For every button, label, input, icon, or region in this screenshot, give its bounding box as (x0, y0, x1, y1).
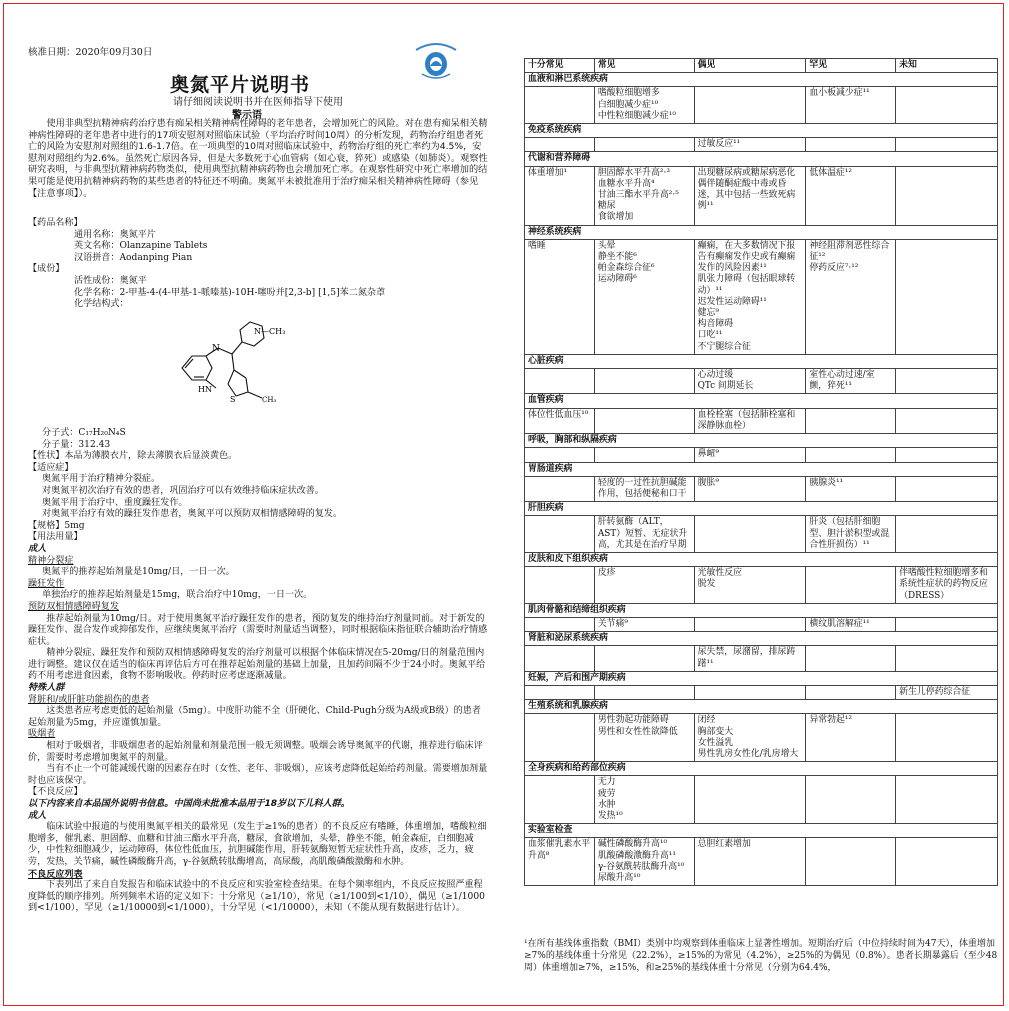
indication-item: 对奥氮平初次治疗有效的患者，巩固治疗可以有效维持临床症状改善。 (42, 485, 324, 496)
table-section-row (525, 502, 998, 516)
table-row (525, 567, 998, 604)
table-section-row (525, 124, 998, 138)
header-cell: 十分常见 (525, 59, 595, 73)
table-cell (525, 646, 595, 671)
table-cell: 过敏反应¹¹ (694, 138, 806, 152)
table-row (525, 685, 998, 699)
table-row (525, 617, 998, 631)
table-cell: 闭经 胸部变大 女性溢乳 男性乳房女性化/乳房增大 (694, 714, 806, 762)
table-cell (896, 516, 998, 553)
table-cell (806, 685, 896, 699)
table-cell (806, 448, 896, 462)
struct-n: N (212, 344, 220, 354)
indication-item: 奥氮平用于治疗精神分裂症。 (42, 474, 161, 485)
section-title: 妊娠，产后和围产期疾病 (525, 671, 998, 685)
table-cell: 轻度的一过性抗胆碱能作用，包括便秘和口干 (594, 476, 694, 501)
table-cell (896, 776, 998, 824)
table-section-row (525, 632, 998, 646)
paragraph: 当有不止一个可能减缓代谢的因素存在时（女性、老年、非吸烟），应该考虑降低起始给药剂量。需要增加剂量时也应该保守。 (28, 764, 488, 786)
table-cell: 血小板减少症¹¹ (806, 87, 896, 124)
paragraph: 相对于吸烟者，非吸烟患者的起始剂量和剂量范围一般无须调整。吸烟会诱导奥氮平的代谢，推荐进行临床评价，需要时考虑增加奥氮平的剂量。 (28, 741, 483, 763)
table-row (525, 138, 998, 152)
table-cell (896, 408, 998, 433)
table-section-row (525, 394, 998, 408)
chemical-name: 化学名称：2-甲基-4-(4-甲基-1-哌嗪基)-10H-噻吩并[2,3-b] [1,5]苯二氮杂䓬 (74, 287, 386, 298)
table-section-row (525, 225, 998, 239)
table-cell: 无力 疲劳 水肿 发热¹⁰ (594, 776, 694, 824)
subhead: 成人 (28, 543, 47, 554)
subhead: 吸烟者 (28, 729, 56, 740)
table-cell (594, 448, 694, 462)
subhead: 精神分裂症 (28, 555, 74, 566)
struct-ch3: CH₃ (262, 396, 277, 404)
properties: 【性状】本品为薄膜衣片，除去薄膜衣后显淡黄色。 (28, 451, 238, 462)
section-head: 【药品名称】 (28, 218, 83, 228)
subhead: 预防双相情感障碍复发 (28, 601, 119, 612)
table-header-row (525, 59, 998, 73)
table-cell: 伴嗜酸性粒细胞增多和系统性症状的药物反应（DRESS） (896, 567, 998, 604)
table-cell (896, 239, 998, 354)
header-cell: 罕见 (806, 59, 896, 73)
section-title: 全身疾病和给药部位疾病 (525, 762, 998, 776)
table-cell: 室性心动过速/室颤，猝死¹¹ (806, 369, 896, 394)
table-cell: 头晕 静坐不能⁶ 帕金森综合征⁶ 运动障碍⁶ (594, 239, 694, 354)
paragraph: 临床试验中报道的与使用奥氮平相关的最常见（发生于≥1%的患者）的不良反应有嗜睡，体重增加，嗜酸粒细胞增多，催乳素、胆固醇、血糖和甘油三酯水平升高，糖尿，食欲增加，头晕，静坐不能，帕金森症，白细胞减少，中性粒细胞减少，运动障碍，体位性低血压，抗胆碱能作用，肝转氨酶短暂无症状性升高，皮疹，乏力，疲劳，发热，关节痛，碱性磷酸酶升高，γ-谷氨酰转肽酶增高，高尿酸，高肌酸磷酸激酶和水肿。 (28, 822, 487, 867)
section-title: 血液和淋巴系统疾病 (525, 73, 998, 87)
table-cell (525, 448, 595, 462)
section-title: 胃肠道疾病 (525, 462, 998, 476)
table-cell (525, 516, 595, 553)
table-row (525, 776, 998, 824)
table-cell (525, 369, 595, 394)
table-section-row (525, 354, 998, 368)
table-cell: 肝转氨酶（ALT，AST）短暂、无症状升高，尤其是在治疗早期 (594, 516, 694, 553)
table-section-row (525, 603, 998, 617)
table-cell (896, 838, 998, 886)
indication-item: 对奥氮平治疗有效的躁狂发作患者，奥氮平可以预防双相情感障碍的复发。 (42, 509, 343, 520)
table-cell (525, 567, 595, 604)
table-cell: 总胆红素增加 (694, 838, 806, 886)
paragraph: 推荐起始剂量为10mg/日。对于使用奥氮平治疗躁狂发作的患者，预防复发的维持治疗剂量同前。对于新发的躁狂发作、混合发作或抑郁发作，应继续奥氮平治疗（需要时剂量适当调整），同时根据临床指征联合辅助治疗情感症状。 (28, 613, 488, 647)
table-cell: 低体温症¹² (806, 166, 896, 225)
table-cell (806, 776, 896, 824)
section-head: 【适应症】 (28, 462, 74, 473)
footnote: ¹在所有基线体重指数（BMI）类别中均观察到体重临床上显著性增加。短期治疗后（中位持续时间为47天），体重增加≥7%的基线体重十分常见（22.2%），≥15%的为常见（4.2%），≥25%的为偶见（0.8%）。患者长期暴露后（至少48周）体重增加≥7%，≥15%，和≥25%的基线体重十分常见（分别为64.4%， (524, 939, 998, 973)
table-cell: 关节痛⁹ (594, 617, 694, 631)
section-head: 【成份】 (28, 264, 65, 275)
table-section-row (525, 700, 998, 714)
section-title: 肝胆疾病 (525, 502, 998, 516)
header-cell: 常见 (594, 59, 694, 73)
table-cell (694, 685, 806, 699)
table-cell (525, 138, 595, 152)
table-row (525, 87, 998, 124)
paragraph: 奥氮平的推荐起始剂量是10mg/日，一日一次。 (42, 567, 235, 578)
section-title: 心脏疾病 (525, 354, 998, 368)
header-cell: 未知 (896, 59, 998, 73)
specification: 【规格】5mg (28, 520, 85, 531)
table-section-row (525, 762, 998, 776)
section-title: 肌肉骨骼和结缔组织疾病 (525, 603, 998, 617)
table-cell: 嗜酸粒细胞增多 白细胞减少症¹⁰ 中性粒细胞减少症¹⁰ (594, 87, 694, 124)
paragraph: 这类患者应考虑更低的起始剂量（5mg）。中度肝功能不全（肝硬化、Child-Pugh分级为A级或B级）的患者起始剂量为5mg，并应谨慎加量。 (28, 706, 481, 728)
table-cell (525, 476, 595, 501)
table-cell: 碱性磷酸酶升高¹⁰ 肌酸磷酸激酶升高¹¹ γ-谷氨酰转肽酶升高¹⁰ 尿酸升高¹⁰ (594, 838, 694, 886)
table-cell (594, 685, 694, 699)
table-cell: 胰腺炎¹¹ (806, 476, 896, 501)
chemical-structure-diagram (170, 320, 290, 420)
table-cell (896, 166, 998, 225)
table-cell (525, 714, 595, 762)
table-cell: 新生儿停药综合征 (896, 685, 998, 699)
section-title: 肾脏和泌尿系统疾病 (525, 632, 998, 646)
table-cell (896, 617, 998, 631)
table-section-row (525, 552, 998, 566)
table-cell: 肝炎（包括肝细胞型、胆汁淤积型或混合性肝损伤）¹¹ (806, 516, 896, 553)
table-cell: 体重增加¹ (525, 166, 595, 225)
table-cell (525, 617, 595, 631)
formula-section (28, 428, 490, 915)
section-title: 实验室检查 (525, 824, 998, 838)
table-cell (594, 369, 694, 394)
table-cell (896, 369, 998, 394)
warning-title: 警示语 (232, 110, 262, 121)
structure-label: 化学结构式： (74, 299, 129, 310)
table-cell (806, 408, 896, 433)
section-title: 血管疾病 (525, 394, 998, 408)
table-cell (896, 476, 998, 501)
table-cell: 男性勃起功能障碍 男性和女性性欲降低 (594, 714, 694, 762)
paragraph: 下表列出了来自自发报告和临床试验中的不良反应和实验室检查结果。在每个频率组内，不良反应按照严重程度降低的顺序排列。所列频率术语的定义如下：十分常见（≥1/10），常见（≥1/100到<1/10），偶见（≥1/1000到<1/100），罕见（≥1/10000到<1/1000），十分罕见（<1/10000），未知（不能从现有数据进行估计）。 (28, 880, 485, 914)
paragraph: 精神分裂症、躁狂发作和预防双相情感障碍复发的治疗剂量可以根据个体临床情况在5-20mg/日的剂量范围内进行调整。建议仅在适当的临床再评估后方可在推荐起始剂量的基础上加量，且加药间隔不少于24小时。奥氮平给药不用考虑进食因素，食物不影响吸收。停药时应考虑逐渐减量。 (28, 648, 486, 682)
table-cell: 胆固醇水平升高²·³ 血糖水平升高⁴ 甘油三酯水平升高²·⁵ 糖尿 食欲增加 (594, 166, 694, 225)
table-cell: 血栓栓塞（包括肺栓塞和深静脉血栓） (694, 408, 806, 433)
table-row (525, 646, 998, 671)
table-row (525, 239, 998, 354)
table-cell (694, 516, 806, 553)
table-cell (896, 714, 998, 762)
table-cell: 出现糖尿病或糖尿病恶化偶伴随酮症酸中毒或昏迷，其中包括一些致死病例¹¹ (694, 166, 806, 225)
table-cell (594, 408, 694, 433)
approval-date: 核准日期：2020年09月30日 (28, 47, 153, 58)
table-cell (594, 138, 694, 152)
section-title: 呼吸，胸部和纵隔疾病 (525, 434, 998, 448)
common-name: 通用名称：奥氮平片 (74, 229, 156, 240)
table-section-row (525, 152, 998, 166)
paragraph: 单独治疗的推荐起始剂量是15mg，联合治疗中10mg，一日一次。 (42, 590, 313, 601)
table-cell: 嗜睡 (525, 239, 595, 354)
adverse-reactions-table-container (524, 58, 998, 886)
table-row (525, 838, 998, 886)
subhead: 成人 (28, 810, 47, 821)
table-cell: 尿失禁，尿潴留，排尿踌躇¹¹ (694, 646, 806, 671)
table-row (525, 714, 998, 762)
table-cell: 神经阻滞剂恶性综合征¹² 停药反应⁷·¹² (806, 239, 896, 354)
section-title: 代谢和营养障碍 (525, 152, 998, 166)
table-row (525, 408, 998, 433)
table-cell (694, 87, 806, 124)
page-title: 奥氮平片说明书 (170, 74, 311, 96)
table-row (525, 166, 998, 225)
table-cell (694, 617, 806, 631)
table-cell: 腹胀⁹ (694, 476, 806, 501)
active-ingredient: 活性成份：奥氮平 (74, 275, 147, 286)
table-cell (594, 646, 694, 671)
section-title: 皮肤和皮下组织疾病 (525, 552, 998, 566)
table-row (525, 516, 998, 553)
table-cell (896, 138, 998, 152)
section-title: 生殖系统和乳腺疾病 (525, 700, 998, 714)
english-name: 英文名称：Olanzapine Tablets (74, 241, 208, 252)
table-cell: 癫痫，在大多数情况下报告有癫痫发作史或有癫痫发作的风险因素¹¹ 肌张力障碍（包括眼球转动）¹¹ 迟发性运动障碍¹¹ 健忘⁹ 构音障碍 口吃¹¹ 不宁腿综合征 (694, 239, 806, 354)
table-cell (525, 87, 595, 124)
table-cell: 血浆催乳素水平升高⁸ (525, 838, 595, 886)
page-subtitle: 请仔细阅读说明书并在医师指导下使用 (173, 97, 343, 108)
table-section-row (525, 73, 998, 87)
adverse-note: 以下内容来自本品国外说明书信息。中国尚未批准本品用于18岁以下儿科人群。 (28, 799, 350, 809)
table-cell: 心动过缓 QTc 间期延长 (694, 369, 806, 394)
section-title: 免疫系统疾病 (525, 124, 998, 138)
table-cell: 光敏性反应 脱发 (694, 567, 806, 604)
section-head: 【用法用量】 (28, 532, 83, 543)
table-cell (525, 685, 595, 699)
pinyin-name: 汉语拼音：Aodanping Pian (74, 252, 193, 263)
table-cell: 体位性低血压¹⁰ (525, 408, 595, 433)
table-cell (806, 838, 896, 886)
table-cell (896, 87, 998, 124)
molecular-formula: 分子式：C₁₇H₂₀N₄S (42, 428, 126, 438)
table-cell (525, 776, 595, 824)
table-row (525, 476, 998, 501)
subhead: 特殊人群 (28, 683, 65, 694)
struct-s: S (230, 395, 236, 404)
table-cell: 横纹肌溶解症¹¹ (806, 617, 896, 631)
table-cell: 异常勃起¹² (806, 714, 896, 762)
table-row (525, 369, 998, 394)
section-title: 神经系统疾病 (525, 225, 998, 239)
section-head: 【不良反应】 (28, 787, 83, 798)
table-cell (806, 646, 896, 671)
table-section-row (525, 462, 998, 476)
table-cell (896, 646, 998, 671)
table-section-row (525, 824, 998, 838)
header-cell: 偶见 (694, 59, 806, 73)
table-cell (896, 448, 998, 462)
table-section-row (525, 671, 998, 685)
table-section-row (525, 434, 998, 448)
struct-nme: N—CH₃ (254, 327, 286, 336)
subhead: 躁狂发作 (28, 578, 65, 589)
molecular-weight: 分子量：312.43 (42, 439, 111, 450)
drug-name-section (28, 218, 490, 311)
table-row (525, 448, 998, 462)
subhead: 不良反应列表 (28, 868, 83, 880)
warning-text: 使用非典型抗精神病药治疗患有痴呆相关精神病性障碍的老年患者，会增加死亡的风险。对在患有痴呆相关精神病性障碍的老年患者中进行的17项安慰剂对照临床试验（平均治疗时间10周）的分析发现，药物治疗组患者死亡的风险为安慰剂对照组的1.6-1.7倍。在一项典型的10周对照临床试验中，药物治疗组的死亡率约为4.5%，安慰剂对照组约为2.6%。虽然死亡原因各异，但是大多数死于心血管病（如心衰，猝死）或感染（如肺炎）。观察性研究表明，与非典型抗精神病药物类似，使用典型抗精神病药物也会增加死亡率。在观察性研究中死亡率增加的结果可能是使用抗精神病药物的某些患者的特征还不明确。奥氮平未被批准用于治疗痴呆相关精神病性障碍（参见【注意事项】）。 (28, 118, 488, 199)
table-cell: 鼻衄⁹ (694, 448, 806, 462)
indication-item: 奥氮平用于治疗中、重度躁狂发作。 (42, 497, 188, 508)
table-cell (806, 138, 896, 152)
subhead: 肾脏和/或肝脏功能损伤的患者 (28, 694, 150, 705)
table-cell (806, 567, 896, 604)
adverse-reactions-table (524, 58, 998, 886)
table-cell: 皮疹 (594, 567, 694, 604)
table-cell (694, 776, 806, 824)
warning-box (28, 118, 490, 199)
struct-hn: HN (198, 385, 212, 394)
agency-logo-icon (410, 36, 462, 80)
